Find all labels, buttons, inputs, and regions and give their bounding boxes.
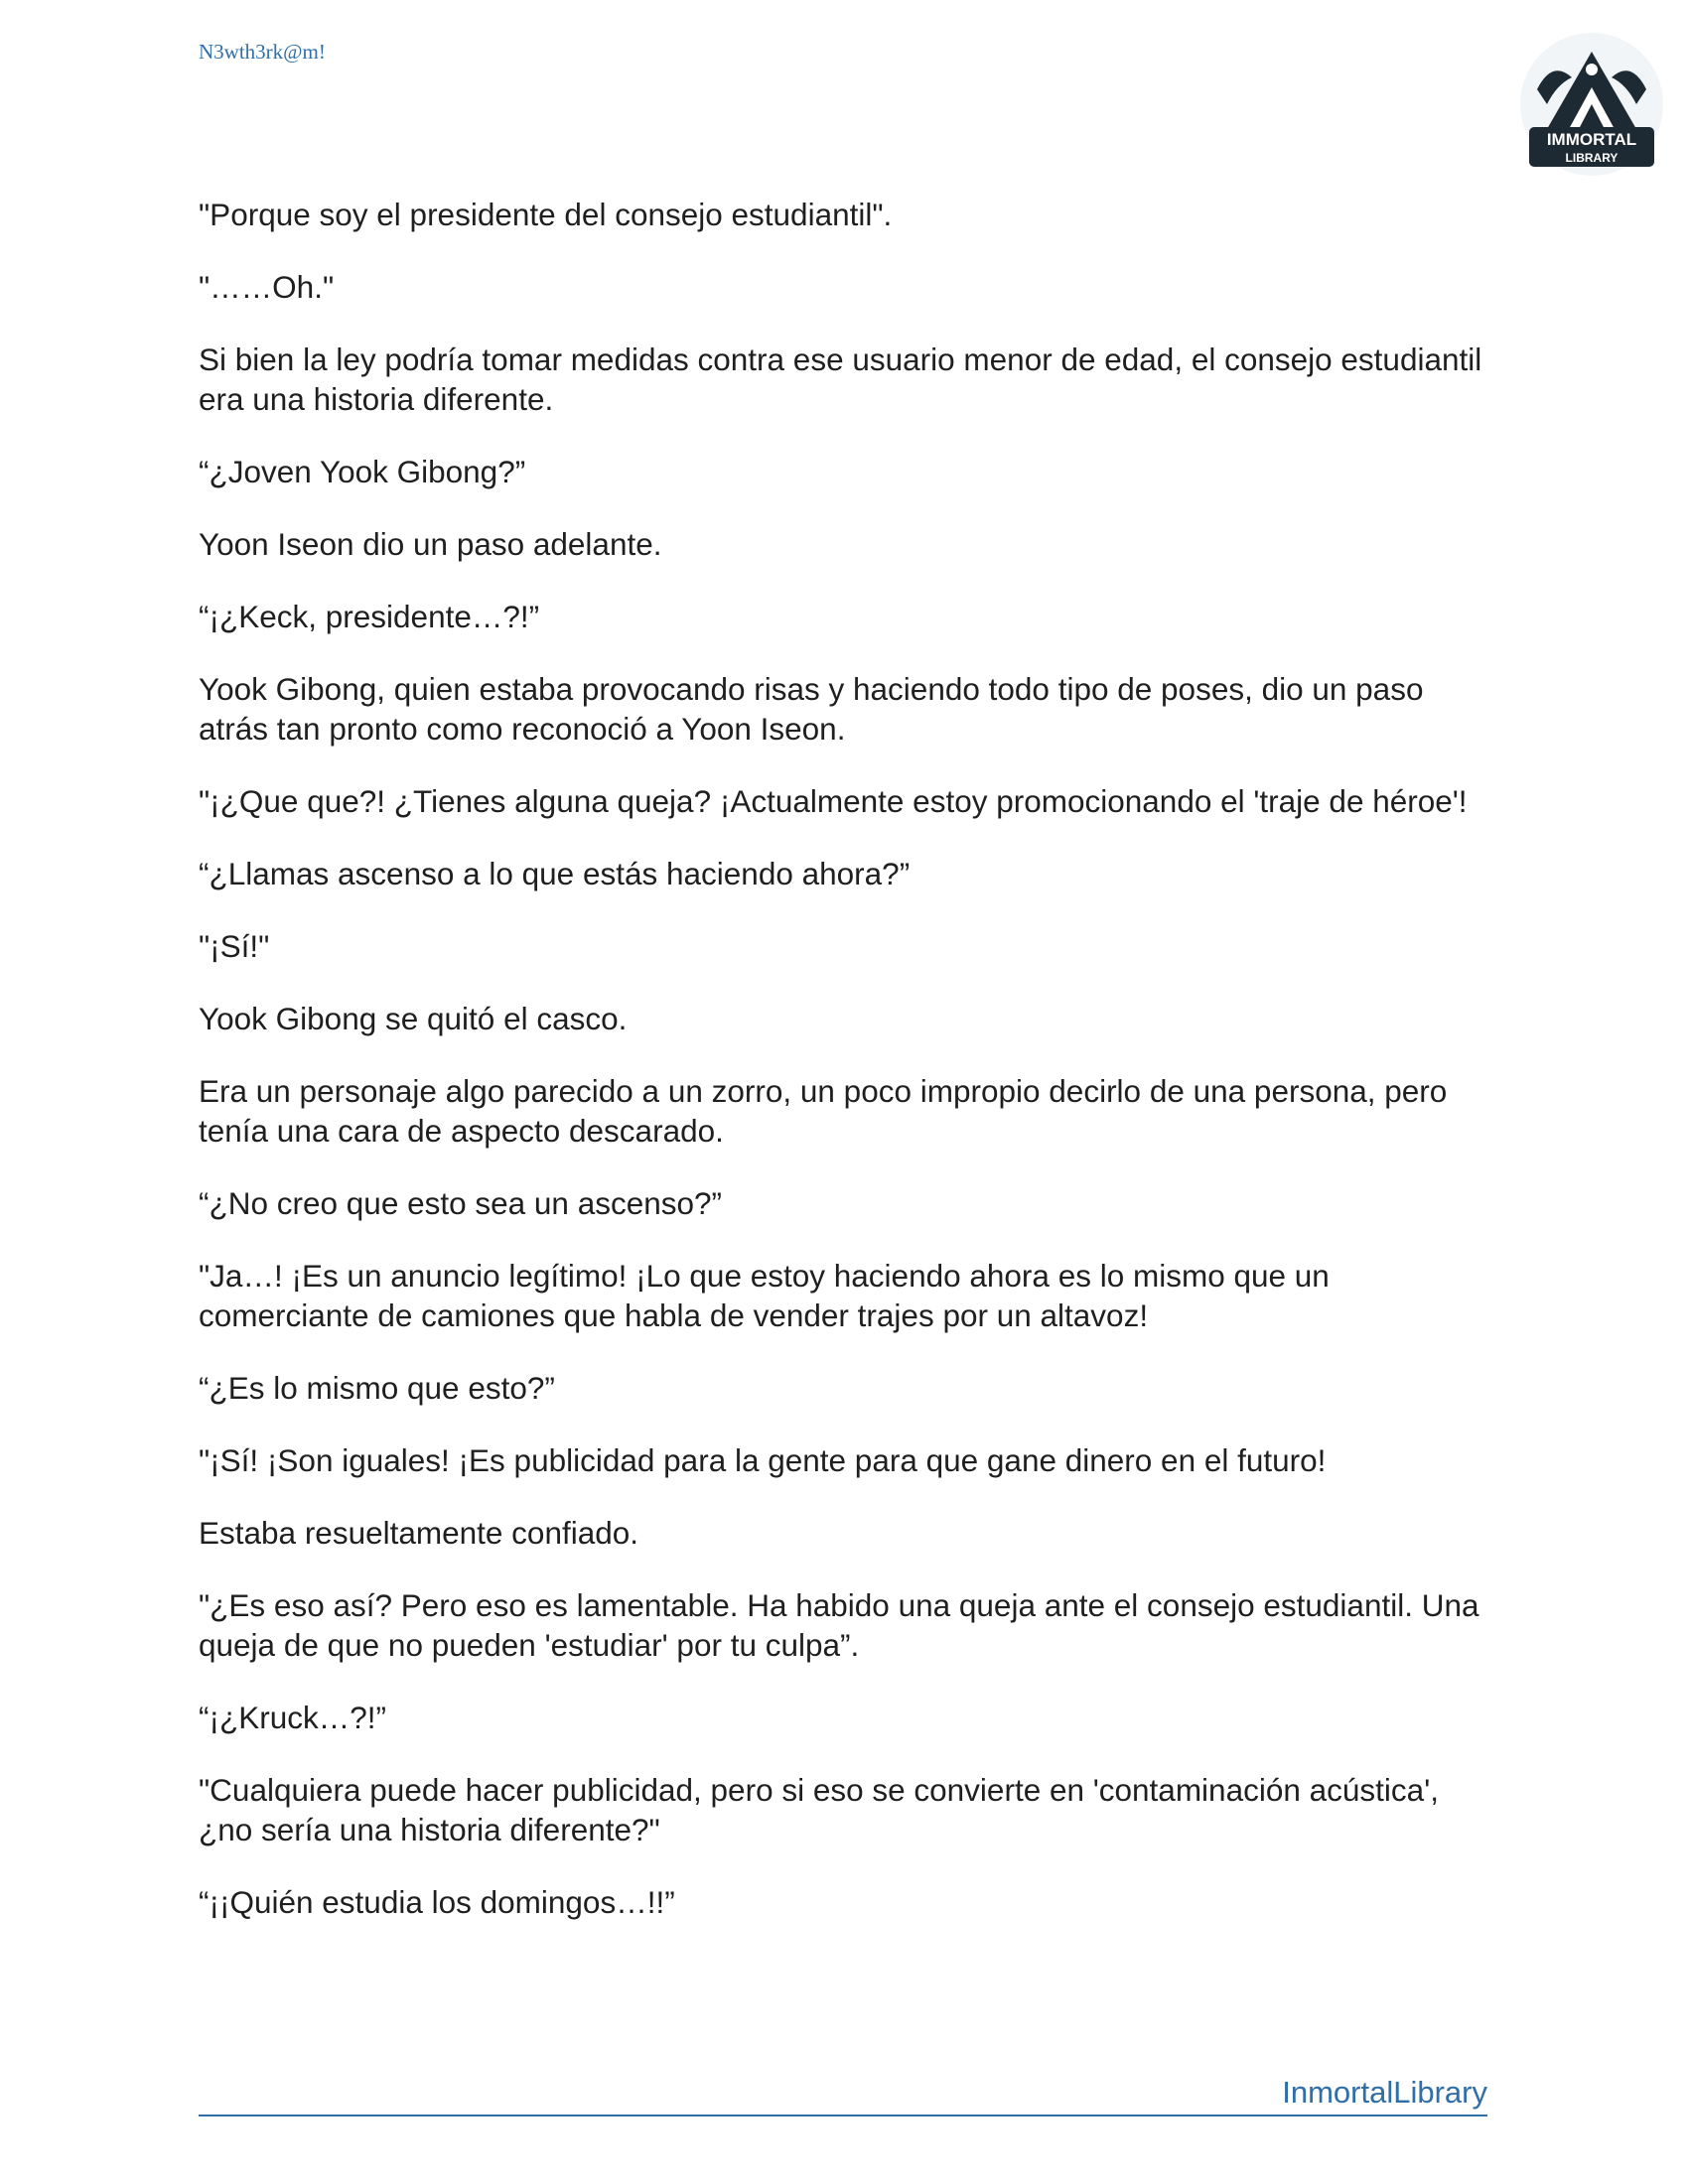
paragraph: Yook Gibong se quitó el casco.: [199, 1001, 628, 1036]
paragraph: Si bien la ley podría tomar medidas contra ese usuario menor de edad, el consejo estudiantil era una historia diferente.: [199, 341, 1482, 417]
paragraph: “¿No creo que esto sea un ascenso?”: [199, 1185, 723, 1221]
logo-text-line1: IMMORTAL: [1546, 130, 1637, 149]
paragraph: "Ja…! ¡Es un anuncio legítimo! ¡Lo que estoy haciendo ahora es lo mismo que un comerciante de camiones que habla de vender trajes por un altavoz!: [199, 1258, 1330, 1333]
logo-graphic: [1517, 30, 1666, 179]
paragraph: Estaba resueltamente confiado.: [199, 1515, 639, 1551]
paragraph: "¡Sí! ¡Son iguales! ¡Es publicidad para la gente para que gane dinero en el futuro!: [199, 1442, 1327, 1478]
paragraph: “¡¿Keck, presidente…?!”: [199, 599, 540, 634]
paragraph: “¿Es lo mismo que esto?”: [199, 1370, 555, 1406]
paragraph: "……Oh.": [199, 269, 335, 305]
paragraph: “¿Llamas ascenso a lo que estás haciendo ahora?”: [199, 856, 911, 891]
document-body: [199, 195, 1499, 1955]
paragraph: Yoon Iseon dio un paso adelante.: [199, 526, 662, 562]
paragraph: "¿Es eso así? Pero eso es lamentable. Ha habido una queja ante el consejo estudiantil. Una queja de que no pueden 'estudiar' por tu culpa”.: [199, 1587, 1479, 1663]
paragraph: "Cualquiera puede hacer publicidad, pero si eso se convierte en 'contaminación acústica', ¿no sería una historia diferente?": [199, 1772, 1439, 1847]
paragraph: “¿Joven Yook Gibong?”: [199, 454, 526, 489]
paragraph: "¡Sí!": [199, 928, 270, 964]
header-tag: N3wth3rk@m!: [199, 40, 326, 64]
paragraph: "Porque soy el presidente del consejo estudiantil".: [199, 197, 893, 232]
logo-text-line2: LIBRARY: [1565, 151, 1618, 165]
paragraph: “¡¿Kruck…?!”: [199, 1700, 386, 1735]
footer-link[interactable]: InmortalLibrary: [199, 2075, 1487, 2116]
paragraph: Yook Gibong, quien estaba provocando risas y haciendo todo tipo de poses, dio un paso atrás tan pronto como reconoció a Yoon Iseon.: [199, 671, 1424, 747]
paragraph: "¡¿Que que?! ¿Tienes alguna queja? ¡Actualmente estoy promocionando el 'traje de héroe'!: [199, 783, 1468, 819]
paragraph: Era un personaje algo parecido a un zorro, un poco impropio decirlo de una persona, pero tenía una cara de aspecto descarado.: [199, 1073, 1448, 1149]
immortal-library-logo: [1517, 30, 1666, 179]
paragraph: “¡¡Quién estudia los domingos…!!”: [199, 1884, 675, 1920]
